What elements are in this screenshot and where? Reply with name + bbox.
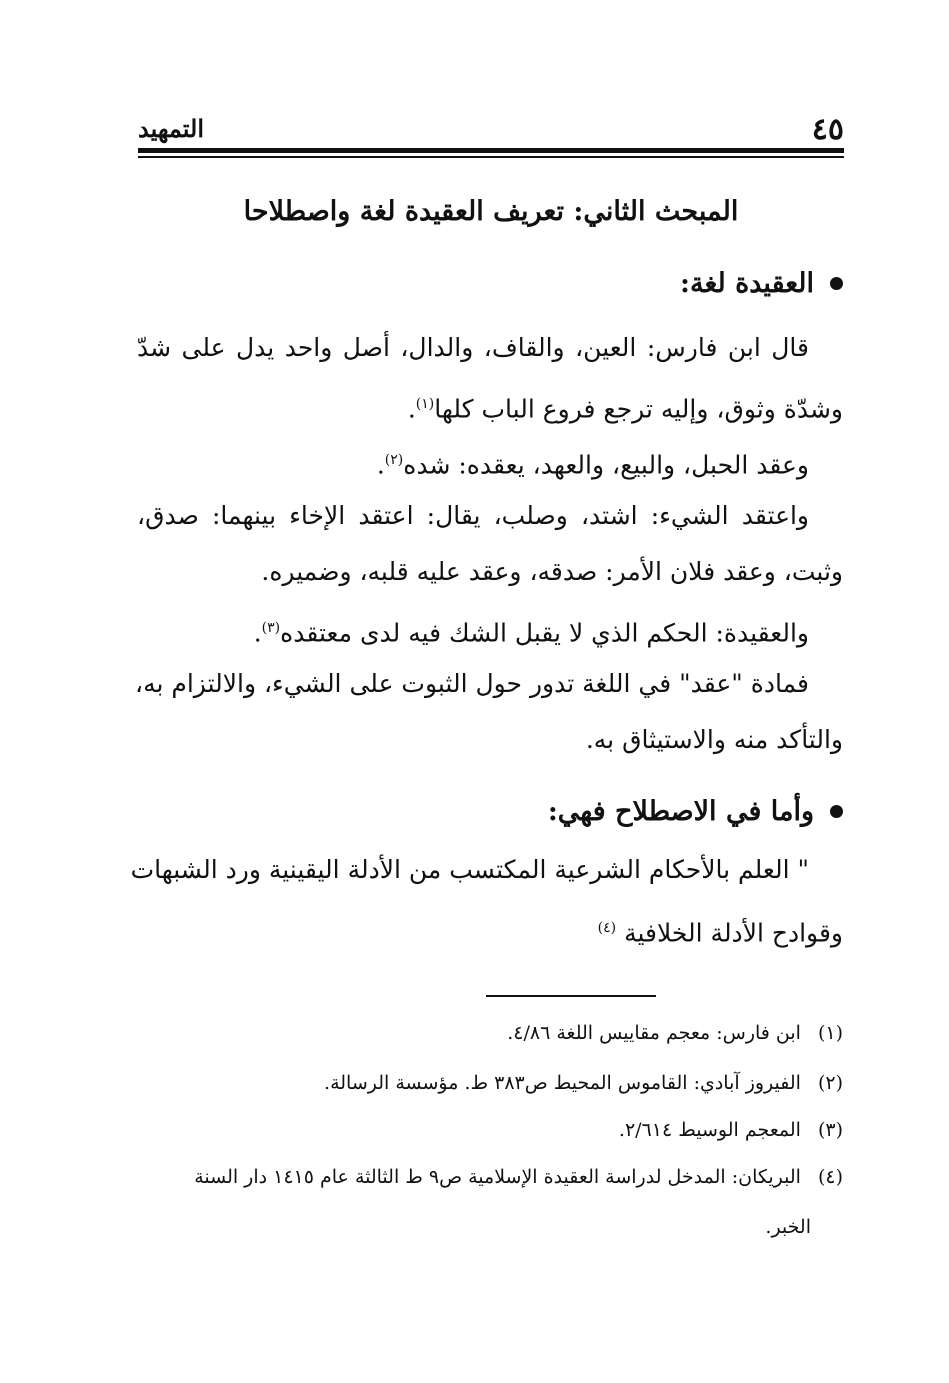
header-rule xyxy=(138,148,844,153)
footnote-ref: (٣) xyxy=(261,620,281,636)
paragraph-text: والعقيدة: الحكم الذي لا يقبل الشك فيه لدى معتقده xyxy=(280,618,809,648)
footnote-text: المعجم الوسيط ٢/٦١٤. xyxy=(618,1119,801,1141)
footnote-text: ابن فارس: معجم مقاييس اللغة ٤/٨٦. xyxy=(507,1022,801,1044)
header-rule-thin xyxy=(138,156,844,158)
paragraph-line xyxy=(137,908,843,953)
paragraph-line xyxy=(137,384,843,429)
bullet-icon xyxy=(830,277,843,290)
paragraph-line: فمادة "عقد" في اللغة تدور حول الثبوت على الشيء، والالتزام به، xyxy=(135,669,809,698)
bullet-icon xyxy=(830,805,843,818)
footnote-4-continuation: الخبر. xyxy=(765,1216,811,1238)
footnote-ref: (٢) xyxy=(384,452,404,468)
subheading-istilah xyxy=(548,796,843,827)
footnote-text: البريكان: المدخل لدراسة العقيدة الإسلامية ص٩ ط الثالثة عام ١٤١٥ دار السنة xyxy=(194,1166,801,1188)
chapter-title: التمهيد xyxy=(138,114,204,143)
paragraph-line: قال ابن فارس: العين، والقاف، والدال، أصل واحد يدل على شدّ xyxy=(137,333,809,362)
footnote-text: الفيروز آبادي: القاموس المحيط ص٣٨٣ ط. مؤسسة الرسالة. xyxy=(324,1072,801,1094)
paragraph-text: وشدّة وثوق، وإليه ترجع فروع الباب كلها xyxy=(434,394,843,424)
footnote-2 xyxy=(137,1068,843,1098)
section-title: المبحث الثاني: تعريف العقيدة لغة واصطلاحا xyxy=(243,196,739,227)
footnote-number: (٢) xyxy=(817,1072,843,1094)
paragraph-line xyxy=(137,608,809,653)
page-number: ٤٥ xyxy=(811,112,844,147)
footnote-ref: (٤) xyxy=(597,920,617,936)
paragraph-text: وعقد الحبل، والبيع، والعهد، يعقده: شده xyxy=(403,450,809,480)
period: . xyxy=(253,618,262,648)
footnote-number: (٣) xyxy=(817,1119,843,1141)
period: . xyxy=(407,394,416,424)
subheading-istilah-text: وأما في الاصطلاح فهي: xyxy=(547,796,814,827)
paragraph-line: " العلم بالأحكام الشرعية المكتسب من الأدلة اليقينية ورد الشبهات xyxy=(130,855,809,884)
subheading-lugha-text: العقيدة لغة: xyxy=(680,268,814,299)
running-header xyxy=(138,112,844,152)
footnote-number: (١) xyxy=(817,1022,843,1044)
subheading-lugha xyxy=(680,268,843,299)
paragraph-line: وثبت، وعقد فلان الأمر: صدقه، وعقد عليه قلبه، وضميره. xyxy=(261,557,843,586)
footnote-4 xyxy=(137,1162,843,1192)
paragraph-line: والتأكد منه والاستيثاق به. xyxy=(585,725,843,754)
paragraph-line xyxy=(137,440,809,485)
footnote-separator xyxy=(486,995,656,997)
paragraph-line: واعتقد الشيء: اشتد، وصلب، يقال: اعتقد الإخاء بينهما: صدق، xyxy=(137,501,809,530)
footnote-1 xyxy=(137,1018,843,1048)
footnote-number: (٤) xyxy=(817,1166,843,1188)
period: . xyxy=(376,450,385,480)
footnote-3 xyxy=(137,1115,843,1145)
paragraph-text: وقوادح الأدلة الخلافية xyxy=(624,918,843,948)
footnote-ref: (١) xyxy=(415,396,435,412)
